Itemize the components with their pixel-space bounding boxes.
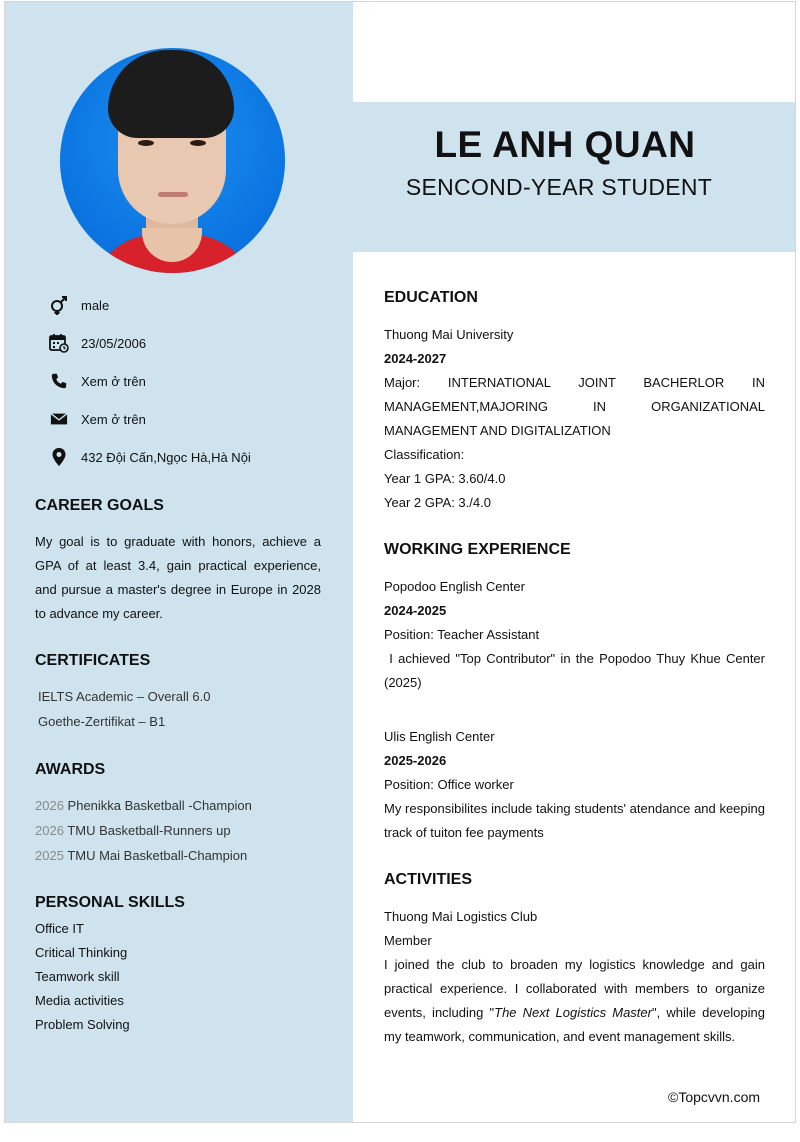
certificate-item: IELTS Academic – Overall 6.0 <box>38 689 211 704</box>
education-gpa-year2: Year 2 GPA: 3./4.0 <box>384 495 491 510</box>
candidate-name: LE ANH QUAN <box>434 124 696 165</box>
skills-title: PERSONAL SKILLS <box>35 894 185 911</box>
profile-photo <box>60 48 285 273</box>
activity-organization: Thuong Mai Logistics Club <box>384 909 538 924</box>
job-position: Position: Office worker <box>384 777 514 792</box>
award-item <box>35 843 252 868</box>
education-title: EDUCATION <box>384 289 478 306</box>
skill-item: Media activities <box>35 993 124 1008</box>
gender-icon <box>49 295 69 315</box>
contact-birthday-text: 23/05/2006 <box>81 335 147 351</box>
award-text: TMU Mai Basketball-Champion <box>67 848 248 863</box>
education-block <box>384 323 765 515</box>
job-company: Ulis English Center <box>384 729 495 744</box>
contact-address-text: 432 Đội Cấn,Ngọc Hà,Hà Nội <box>81 449 251 465</box>
activity-description-part: ", while developing my teamwork, communication, and event management skills. <box>384 1005 765 1044</box>
career-goals-title: CAREER GOALS <box>35 497 164 514</box>
awards-list <box>35 793 252 868</box>
activity-description <box>384 953 765 1049</box>
job-description: My responsibilites include taking students' atendance and keeping track of tuiton fee payments <box>384 801 765 840</box>
calendar-icon <box>49 333 69 353</box>
activity-role: Member <box>384 933 432 948</box>
job-period: 2024-2025 <box>384 603 447 618</box>
job-company: Popodoo English Center <box>384 579 525 594</box>
job-position: Position: Teacher Assistant <box>384 627 540 642</box>
activity-event-name: The Next Logistics Master <box>494 1005 652 1020</box>
contact-gender-text: male <box>81 297 110 313</box>
award-year: 2026 <box>35 823 64 838</box>
education-period: 2024-2027 <box>384 351 447 366</box>
certificates-title: CERTIFICATES <box>35 652 151 669</box>
award-item <box>35 793 252 818</box>
education-major: Major: INTERNATIONAL JOINT BACHERLOR IN MANAGEMENT,MAJORING IN ORGANIZATIONAL MANAGEMENT AND DIGITALIZATION <box>384 375 765 438</box>
education-school: Thuong Mai University <box>384 327 514 342</box>
experience-title: WORKING EXPERIENCE <box>384 541 571 558</box>
skill-item: Problem Solving <box>35 1017 130 1032</box>
award-text: TMU Basketball-Runners up <box>67 823 231 838</box>
certificates-list <box>38 684 210 734</box>
skills-list <box>35 917 130 1037</box>
awards-title: AWARDS <box>35 761 106 778</box>
award-item <box>35 818 252 843</box>
activities-block <box>384 905 765 1049</box>
main-content <box>353 2 795 1122</box>
award-year: 2026 <box>35 798 64 813</box>
footer-credit: ©Topcvvn.com <box>668 1089 761 1105</box>
certificate-item: Goethe-Zertifikat – B1 <box>38 714 166 729</box>
phone-icon <box>49 371 69 391</box>
skill-item: Critical Thinking <box>35 945 128 960</box>
education-gpa-year1: Year 1 GPA: 3.60/4.0 <box>384 471 506 486</box>
resume-page <box>4 1 796 1123</box>
activities-title: ACTIVITIES <box>384 871 473 888</box>
location-pin-icon <box>49 447 69 467</box>
contact-email-text: Xem ở trên <box>81 411 146 427</box>
experience-job-2 <box>384 725 765 845</box>
education-classification: Classification: <box>384 447 465 462</box>
left-sidebar <box>5 2 353 1122</box>
activity-description-part: I joined the club to broaden my logistics knowledge and gain practical experience. I collaborated with members to organize events, including " <box>384 957 765 1020</box>
job-description: I achieved "Top Contributor" in the Popodoo Thuy Khue Center (2025) <box>384 651 769 690</box>
contact-birthday <box>49 331 147 355</box>
contact-phone-text: Xem ở trên <box>81 373 146 389</box>
award-text: Phenikka Basketball -Champion <box>67 798 252 813</box>
candidate-role: SENCOND-YEAR STUDENT <box>405 174 713 200</box>
experience-job-1 <box>384 575 769 695</box>
contact-email <box>49 407 146 431</box>
contact-address <box>49 445 251 469</box>
mail-icon <box>49 409 69 429</box>
award-year: 2025 <box>35 848 64 863</box>
contact-gender <box>49 293 110 317</box>
skill-item: Office IT <box>35 921 84 936</box>
contact-phone <box>49 369 146 393</box>
job-period: 2025-2026 <box>384 753 447 768</box>
career-goals-text: My goal is to graduate with honors, achieve a GPA of at least 3.4, gain practical experience, and pursue a master's degree in Europe in 2028 to advance my career. <box>35 534 321 621</box>
skill-item: Teamwork skill <box>35 969 120 984</box>
